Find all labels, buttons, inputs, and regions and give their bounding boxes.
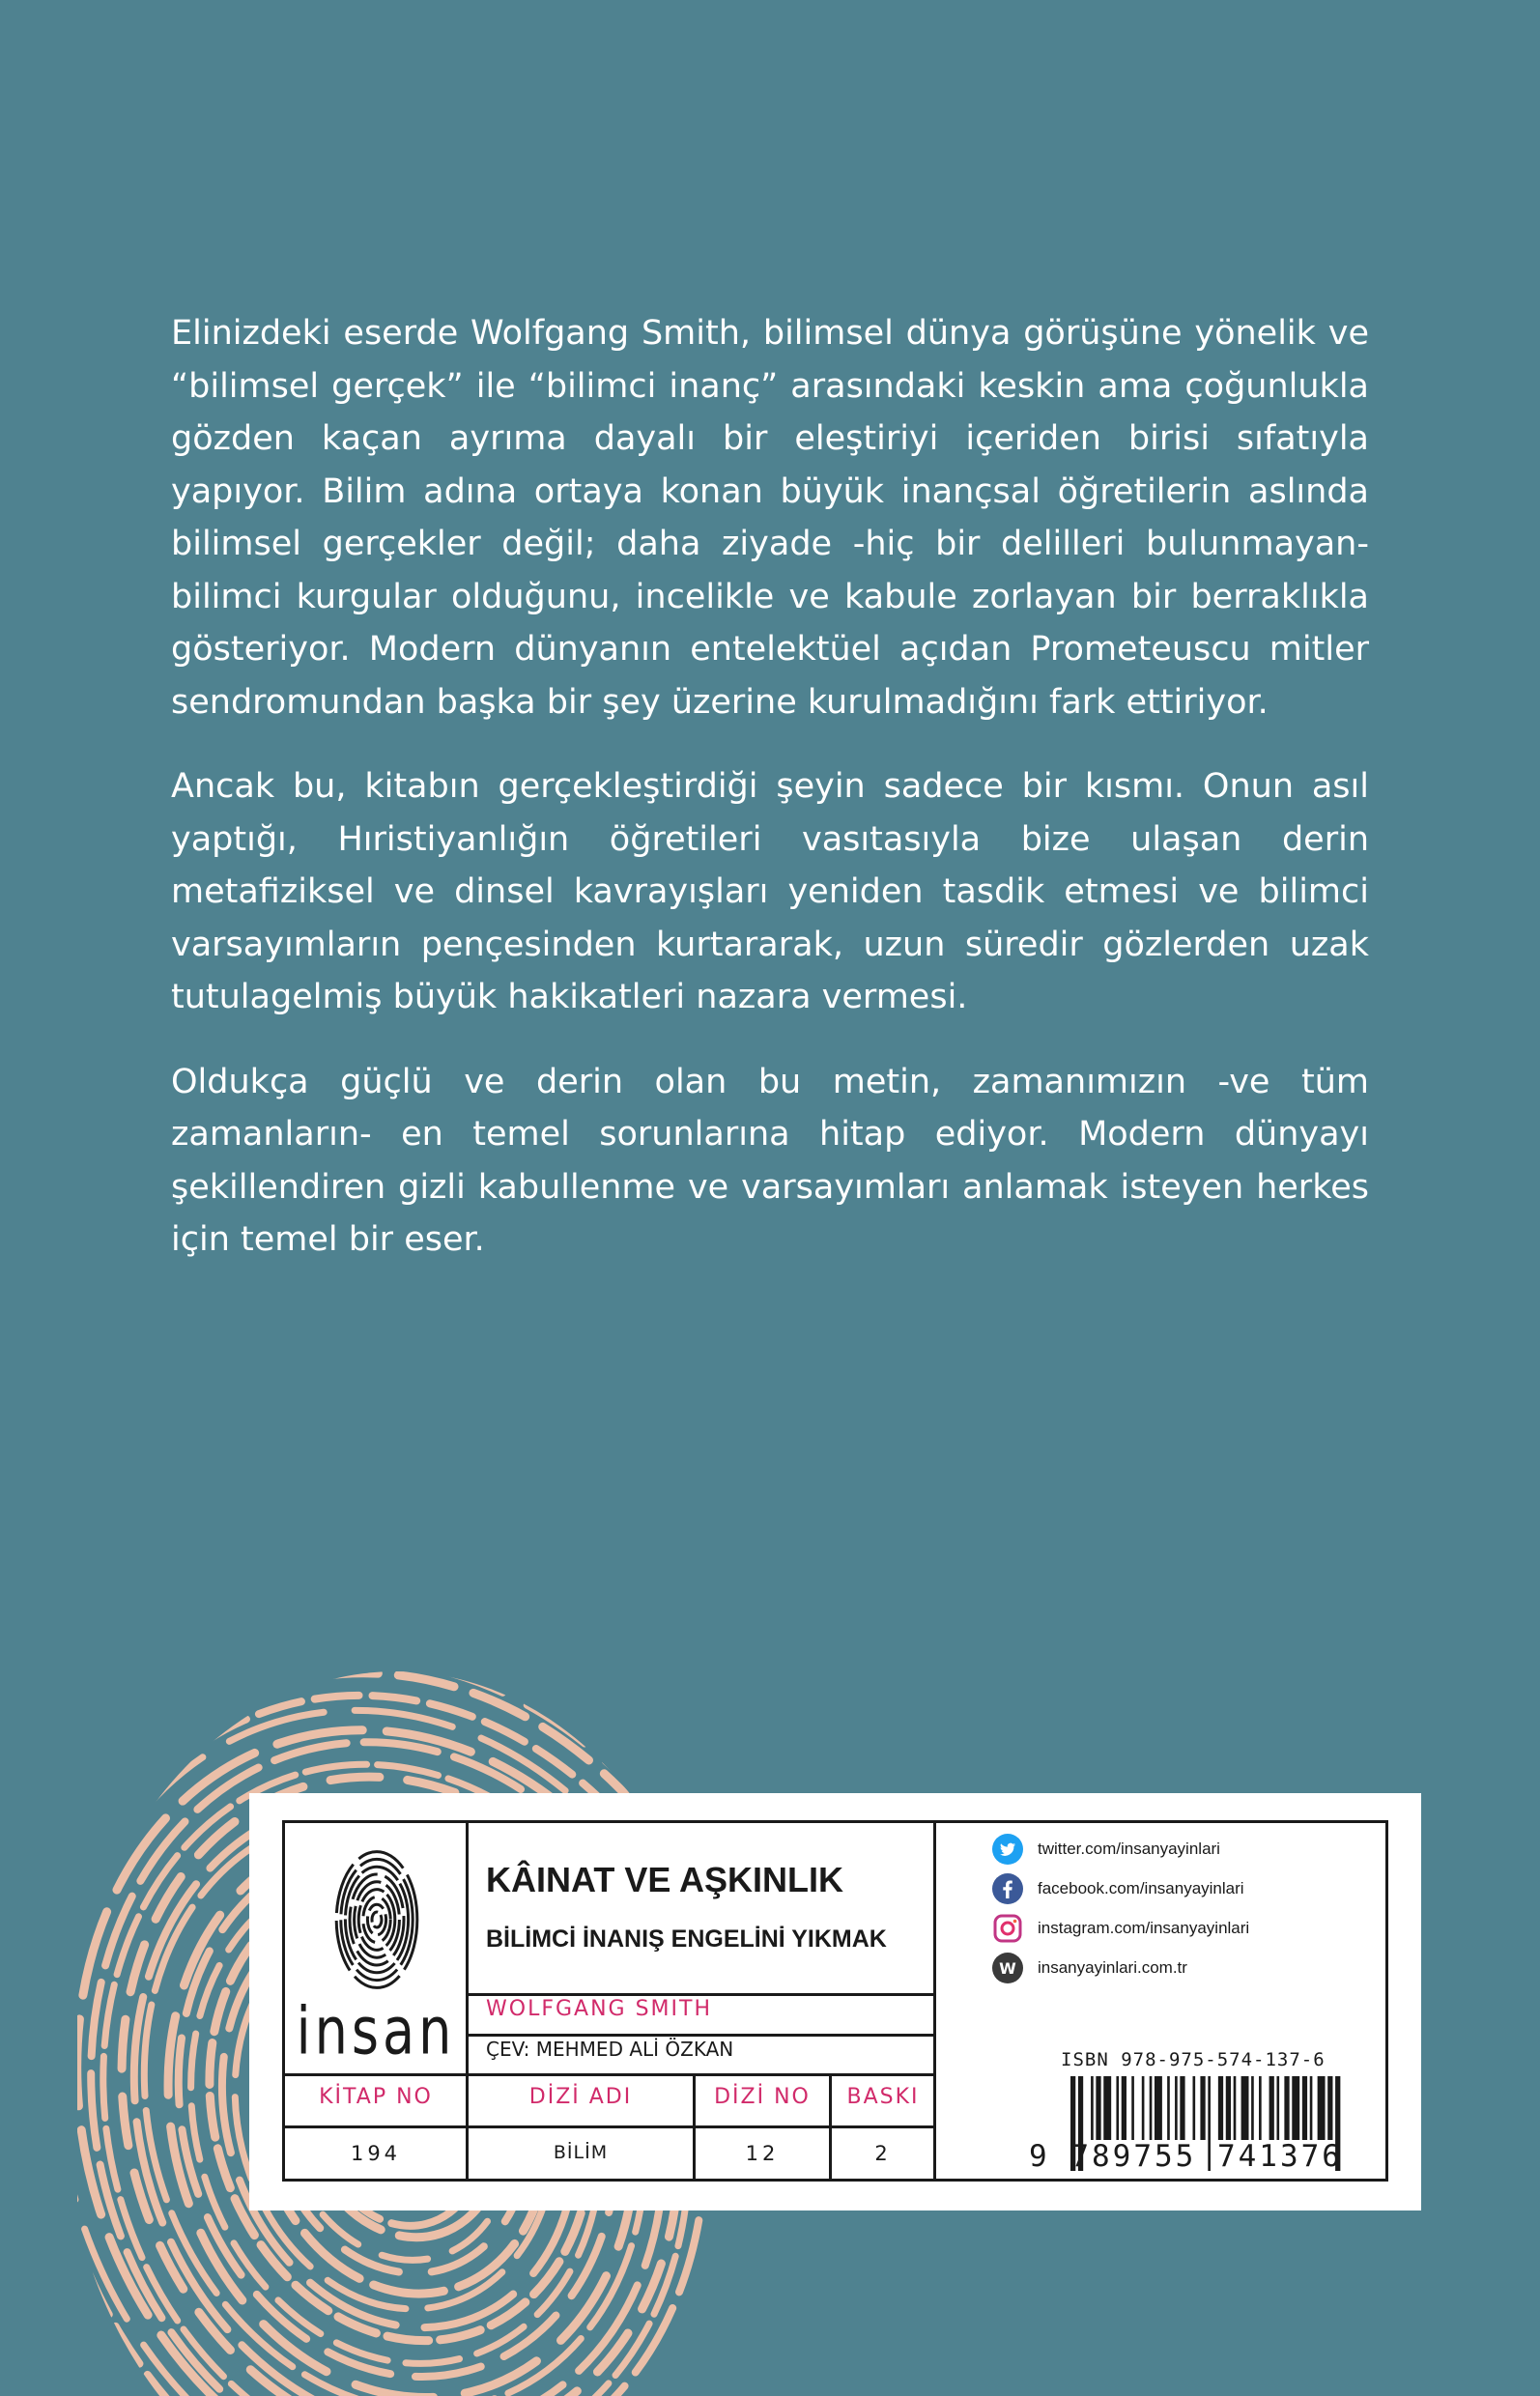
header-dizi-adi: DİZİ ADI xyxy=(528,2085,633,2109)
social-website-text: insanyayinlari.com.tr xyxy=(1038,1958,1187,1977)
info-grid xyxy=(282,1820,1388,2182)
blurb-paragraph-3: Oldukça güçlü ve derin olan bu metin, zamanımızın -ve tüm zamanların- en temel sorunlarına hitap ediyor. Modern dünyayı şekillendiren gizli kabullenme ve varsayımları anlamak isteyen herkes için temel bir eser. xyxy=(171,1062,1369,1259)
value-dizi-no: 12 xyxy=(745,2142,780,2165)
translator-name: ÇEV: MEHMED ALİ ÖZKAN xyxy=(486,2038,734,2061)
social-facebook-text: facebook.com/insanyayinlari xyxy=(1038,1879,1244,1897)
value-dizi-adi: BİLİM xyxy=(553,2142,609,2163)
ean-digits: 9 789755 741376 xyxy=(1029,2139,1343,2174)
website-icon xyxy=(992,1953,1023,1983)
social-instagram-text: instagram.com/insanyayinlari xyxy=(1038,1919,1250,1937)
value-kitap-no: 194 xyxy=(350,2142,402,2165)
book-title: KÂINAT VE AŞKINLIK xyxy=(486,1860,844,1899)
publisher-logo xyxy=(285,1823,467,2076)
header-baski: BASKI xyxy=(846,2085,920,2109)
social-instagram[interactable] xyxy=(992,1912,1249,1945)
blurb-paragraph-1: Elinizdeki eserde Wolfgang Smith, bilimsel dünya görüşüne yönelik ve “bilimsel gerçek” ile “bilimci inanç” arasındaki keskin ama çoğunlukla gözden kaçan ayrıma dayalı bir eleştiriyi içeriden birisi sıfatıyla yapıyor. Bilim adına ortaya konan büyük inançsal öğretilerin aslında bilimsel gerçekler değil; daha ziyade -hiç bir delilleri bulunmayan- bilimci kurgular olduğunu, incelikle ve kabule zorlayan bir berraklıkla gösteriyor. Modern dünyanın entelektüel açıdan Prometeuscu mitler sendromundan başka bir şey üzerine kurulmadığını fark ettiriyor. xyxy=(171,314,1369,722)
blurb-paragraph-2: Ancak bu, kitabın gerçekleştirdiği şeyin sadece bir kısmı. Onun asıl yaptığı, Hıristiyanlığın öğretileri vasıtasıyla bize ulaşan derin metafiziksel ve dinsel kavrayışları yeniden tasdik etmesi ve bilimci varsayımların pençesinden kurtararak, uzun süredir gözlerden uzak tutulagelmiş büyük hakikatleri nazara vermesi. xyxy=(171,767,1369,1016)
book-info-label xyxy=(249,1793,1421,2211)
fingerprint-logo-icon xyxy=(333,1844,420,1989)
svg-text:W: W xyxy=(999,1959,1016,1978)
header-dizi-no: DİZİ NO xyxy=(714,2085,811,2109)
social-twitter-text: twitter.com/insanyayinlari xyxy=(1038,1840,1220,1858)
social-website[interactable] xyxy=(992,1952,1187,1984)
social-facebook[interactable] xyxy=(992,1872,1244,1905)
blurb-text xyxy=(171,307,1369,1298)
book-subtitle: BİLİMCİ İNANIŞ ENGELİNİ YIKMAK xyxy=(486,1925,887,1953)
author-name: WOLFGANG SMITH xyxy=(486,1997,712,2021)
instagram-icon xyxy=(992,1913,1023,1944)
header-kitap-no: KİTAP NO xyxy=(319,2085,433,2109)
twitter-icon xyxy=(992,1834,1023,1865)
value-baski: 2 xyxy=(874,2142,892,2165)
isbn-number: ISBN 978-975-574-137-6 xyxy=(1061,2049,1326,2070)
publisher-name: insan xyxy=(296,1993,456,2069)
social-twitter[interactable] xyxy=(992,1833,1220,1866)
facebook-icon xyxy=(992,1873,1023,1904)
